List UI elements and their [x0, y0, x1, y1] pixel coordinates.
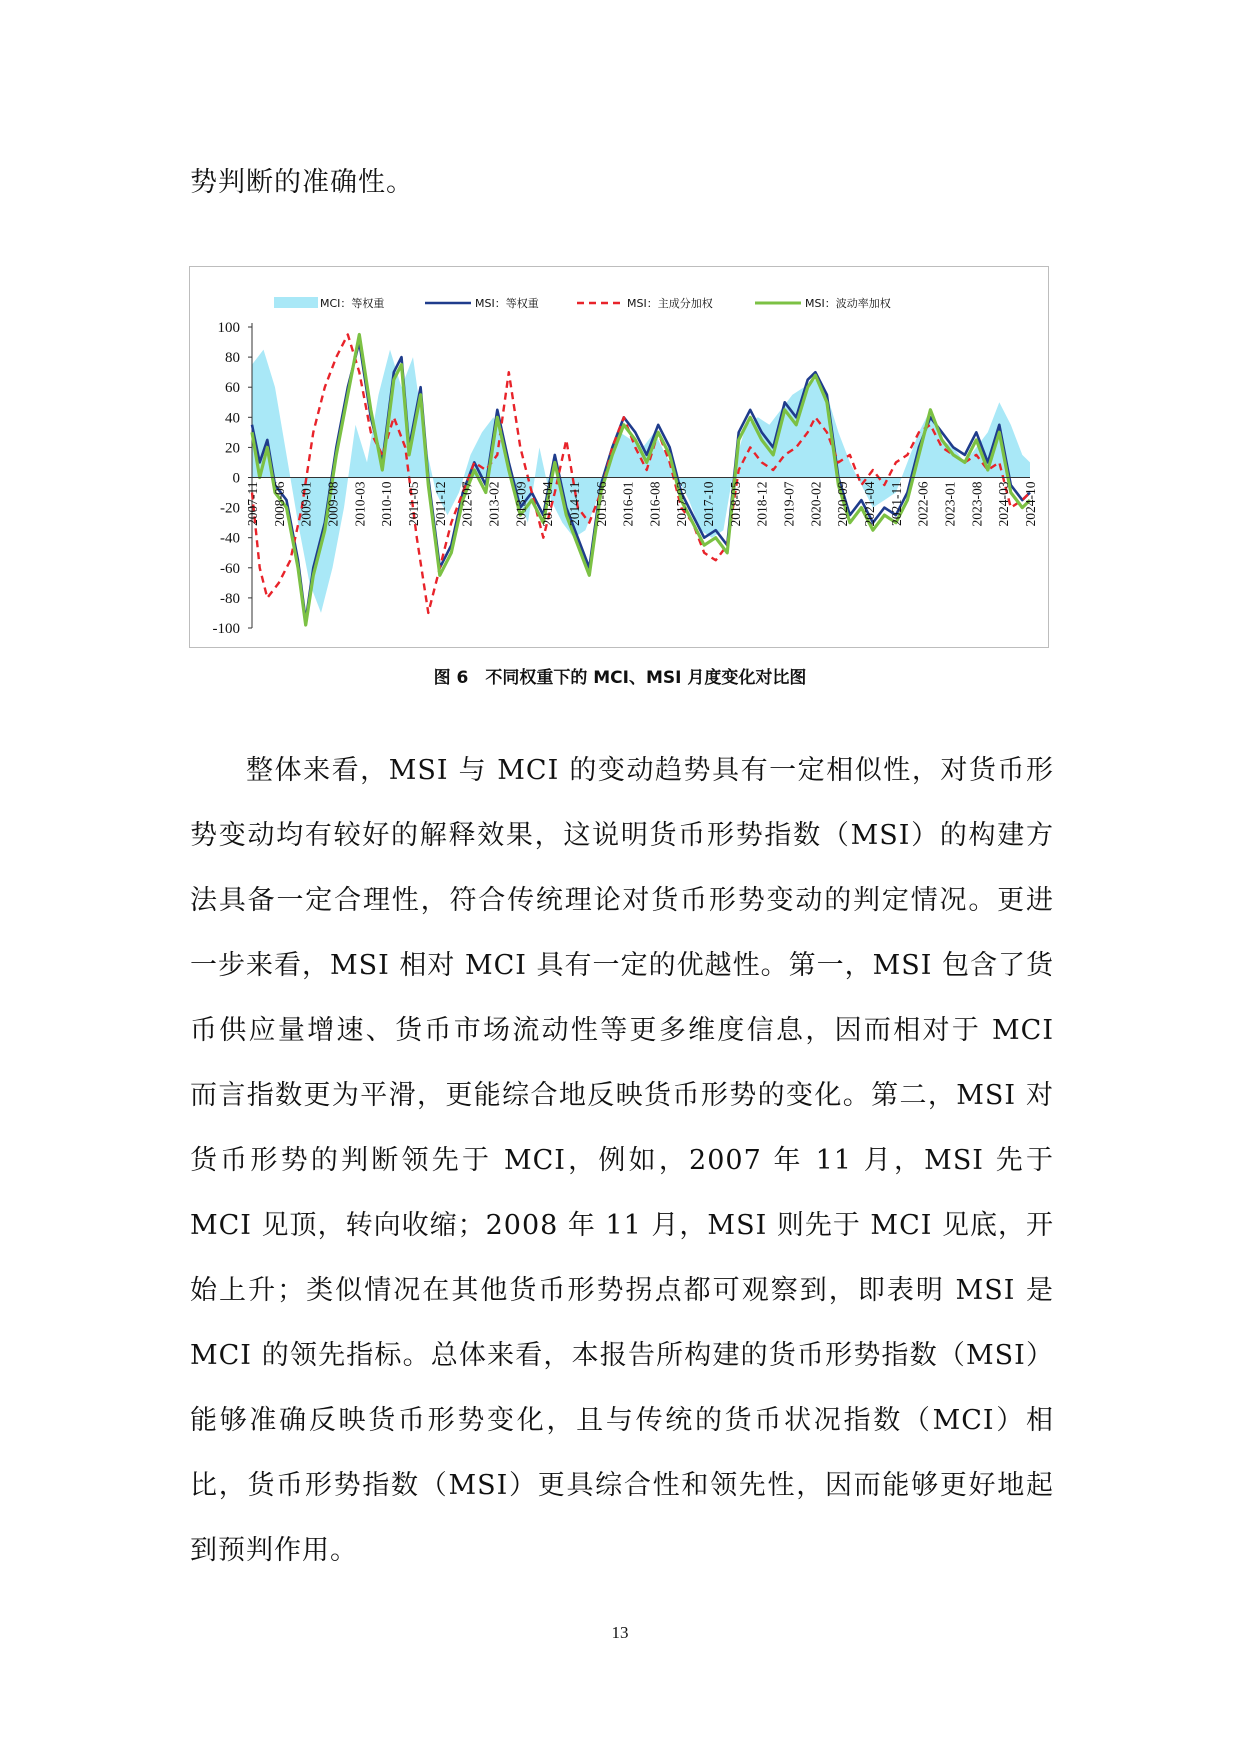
- x-tick-label: 2014-11: [566, 481, 582, 526]
- x-tick-label: 2017-03: [674, 481, 690, 527]
- x-tick-label: 2024-10: [1023, 481, 1038, 527]
- x-tick-label: 2013-02: [486, 481, 502, 527]
- x-tick-label: 2014-04: [540, 481, 556, 527]
- legend-mci-area-swatch: [274, 297, 318, 308]
- y-tick-label: 20: [225, 440, 240, 457]
- x-tick-label: 2010-03: [352, 481, 368, 527]
- x-tick-label: 2024-03: [996, 481, 1012, 527]
- body-paragraph: 整体来看，MSI 与 MCI 的变动趋势具有一定相似性，对货币形势变动均有较好的解释效果，这说明货币形势指数（MSI）的构建方法具备一定合理性，符合传统理论对货币形势变动的判定情况。更进一步来看，MSI 相对 MCI 具有一定的优越性。第一，MSI 包含了货币供应量增速、货币市场流动性等更多维度信息，因而相对于 MCI 而言指数更为平滑，更能综合地反映货币形势的变化。第二，MSI 对货币形势的判断领先于 MCI，例如，2007 年 11 月，MSI 先于 MCI 见顶，转向收缩；2008 年 11 月，MSI 则先于 MCI 见底，开始上升；类似情况在其他货币形势拐点都可观察到，即表明 MSI 是 MCI 的领先指标。总体来看，本报告所构建的货币形势指数（MSI）能够准确反映货币形势变化，且与传统的货币状况指数（MCI）相比，货币形势指数（MSI）更具综合性和领先性，因而能够更好地起到预判作用。: [190, 755, 1054, 1566]
- y-tick-label: -100: [212, 621, 240, 637]
- y-tick-label: 80: [225, 350, 240, 367]
- y-tick-label: 60: [225, 380, 240, 397]
- x-tick-label: 2018-12: [754, 481, 770, 527]
- x-tick-label: 2012-07: [459, 481, 475, 527]
- page-number: 13: [611, 1623, 629, 1642]
- y-tick-label: -80: [220, 590, 240, 607]
- x-tick-label: 2008-06: [271, 481, 287, 527]
- x-tick-label: 2021-11: [888, 481, 904, 526]
- y-tick-label: 0: [232, 470, 240, 487]
- chart: [190, 267, 1050, 649]
- x-tick-label: 2016-08: [647, 481, 663, 527]
- chart-frame: [189, 266, 1049, 648]
- x-tick-label: 2009-01: [298, 481, 314, 527]
- x-tick-label: 2007-11: [245, 481, 260, 526]
- y-tick-label: 100: [217, 320, 240, 336]
- legend-msi-vol-label: MSI：波动率加权: [805, 297, 891, 310]
- x-tick-label: 2018-05: [727, 481, 743, 527]
- x-tick-label: 2017-10: [701, 481, 717, 527]
- x-tick-label: 2020-09: [835, 481, 851, 527]
- y-tick-label: -40: [220, 530, 240, 547]
- x-tick-label: 2009-08: [325, 481, 341, 527]
- x-tick-label: 2011-12: [432, 481, 448, 526]
- x-tick-label: 2015-06: [593, 481, 609, 527]
- x-tick-label: 2023-08: [969, 481, 985, 527]
- x-tick-label: 2016-01: [620, 481, 636, 527]
- y-tick-label: -60: [220, 560, 240, 577]
- y-tick-label: -20: [220, 500, 240, 517]
- x-tick-label: 2022-06: [915, 481, 931, 527]
- figure-caption: 图 6 不同权重下的 MCI、MSI 月度变化对比图: [433, 668, 807, 688]
- lead-paragraph: 势判断的准确性。: [190, 167, 414, 198]
- x-tick-label: 2013-09: [513, 481, 529, 527]
- legend-mci-area-label: MCI：等权重: [320, 297, 385, 310]
- x-tick-label: 2010-10: [379, 481, 395, 527]
- legend-msi-equal-label: MSI：等权重: [475, 297, 539, 310]
- y-tick-label: 40: [225, 410, 240, 427]
- x-tick-label: 2020-02: [808, 481, 824, 527]
- x-tick-label: 2021-04: [862, 481, 878, 527]
- legend-msi-pca-label: MSI：主成分加权: [627, 297, 713, 310]
- x-tick-label: 2011-05: [405, 481, 421, 526]
- x-tick-label: 2019-07: [781, 481, 797, 527]
- x-tick-label: 2023-01: [942, 481, 958, 527]
- msi-vol-series: [252, 335, 1030, 626]
